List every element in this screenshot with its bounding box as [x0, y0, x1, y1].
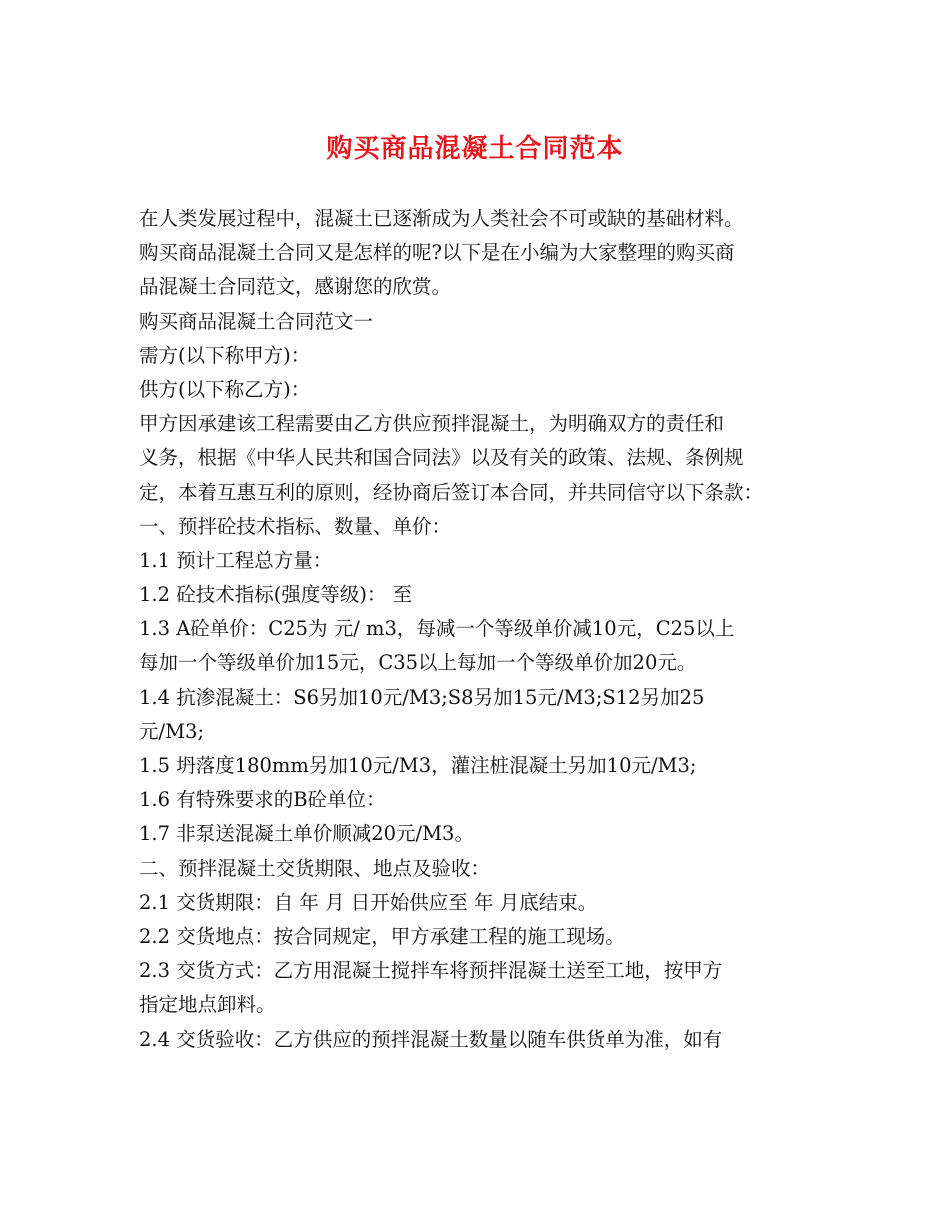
- document-title: 购买商品混凝土合同范本: [326, 134, 624, 164]
- section-heading: 购买商品混凝土合同范文一: [139, 309, 374, 333]
- paragraph-line: 购买商品混凝土合同又是怎样的呢?以下是在小编为大家整理的购买商: [139, 241, 735, 265]
- clause-item: 1.6 有特殊要求的B砼单位：: [139, 788, 386, 812]
- clause-heading: 二、预拌混凝土交货期限、地点及验收：: [139, 856, 491, 880]
- clause-item: 1.7 非泵送混凝土单价顺减20元/M3。: [139, 822, 474, 846]
- clause-item: 1.1 预计工程总方量：: [139, 548, 333, 572]
- clause-item: 1.3 A砼单价：C25为 元/ m3，每减一个等级单价减10元，C25以上: [139, 617, 735, 641]
- clause-item: 每加一个等级单价加15元，C35以上每加一个等级单价加20元。: [139, 651, 697, 675]
- clause-item: 指定地点卸料。: [139, 993, 276, 1017]
- paragraph-line: 供方(以下称乙方)：: [139, 377, 311, 401]
- clause-item: 2.1 交货期限：自 年 月 日开始供应至 年 月底结束。: [139, 890, 598, 914]
- clause-item: 1.5 坍落度180mm另加10元/M3，灌注桩混凝土另加10元/M3;: [139, 754, 697, 777]
- paragraph-line: 在人类发展过程中，混凝土已逐渐成为人类社会不可或缺的基础材料。: [139, 207, 744, 230]
- document-body: [139, 202, 829, 1057]
- clause-heading: 一、预拌砼技术指标、数量、单价：: [139, 514, 452, 538]
- clause-item: 1.2 砼技术指标(强度等级)： 至: [139, 583, 413, 607]
- clause-item: 元/M3;: [139, 719, 205, 743]
- clause-item: 2.3 交货方式：乙方用混凝土搅拌车将预拌混凝土送至工地，按甲方: [139, 959, 723, 983]
- paragraph-line: 需方(以下称甲方)：: [139, 343, 311, 367]
- clause-item: 2.4 交货验收：乙方供应的预拌混凝土数量以随车供货单为准，如有: [139, 1027, 723, 1051]
- clause-item: 2.2 交货地点：按合同规定，甲方承建工程的施工现场。: [139, 924, 625, 948]
- paragraph-line: 定，本着互惠互利的原则，经协商后签订本合同，并共同信守以下条款：: [139, 480, 764, 504]
- paragraph-line: 义务，根据《中华人民共和国合同法》以及有关的政策、法规、条例规: [139, 446, 744, 470]
- paragraph-line: 品混凝土合同范文，感谢您的欣赏。: [139, 275, 452, 299]
- clause-item: 1.4 抗渗混凝土：S6另加10元/M3;S8另加15元/M3;S12另加25: [139, 685, 705, 709]
- paragraph-line: 甲方因承建该工程需要由乙方供应预拌混凝土，为明确双方的责任和: [139, 412, 725, 436]
